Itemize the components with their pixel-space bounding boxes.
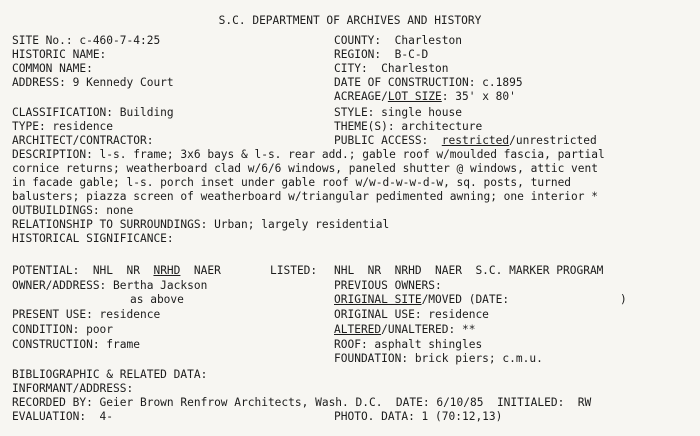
moved-date-close: ) [620,293,627,306]
construction: CONSTRUCTION: frame [12,338,140,351]
style: STYLE: single house [334,106,462,119]
owner-address-line-2: as above [130,293,184,306]
description-line-3: in facade gable; l-s. porch inset under gable roof w/w-d-w-w-d-w, sq. posts, turned [12,176,572,189]
type: TYPE: residence [12,120,114,133]
relationship-to-surroundings: RELATIONSHIP TO SURROUNDINGS: Urban; largely residential [12,218,390,231]
owner-address: OWNER/ADDRESS: Bertha Jackson [12,279,208,292]
potential-nrhd: NRHD [153,264,181,277]
previous-owners: PREVIOUS OWNERS: [334,279,442,292]
site-number: SITE No.: c-460-7-4:25 [12,34,161,47]
outbuildings: OUTBUILDINGS: none [12,204,134,217]
city: CITY: Charleston [334,62,449,75]
county: COUNTY: Charleston [334,34,462,47]
historic-name: HISTORIC NAME: [12,48,107,61]
description-line-1: DESCRIPTION: l-s. frame; 3x6 bays & l-s. rear add.; gable roof w/moulded fascia, partial [12,148,605,161]
moved-date: /MOVED (DATE: [421,293,510,306]
original-use: ORIGINAL USE: residence [334,308,489,321]
themes: THEME(S): architecture [334,120,483,133]
public-access-unrestricted: /unrestricted [509,134,597,147]
original-site: ORIGINAL SITE [334,293,422,306]
description-line-4: balusters; piazza screen of weatherboard w/triangular pedimented awning; one interior * [12,190,598,203]
lot-size-label: LOT SIZE [387,90,442,103]
altered-unaltered [334,323,475,336]
region: REGION: B-C-D [334,48,429,61]
condition: CONDITION: poor [12,323,114,336]
date-of-construction: DATE OF CONSTRUCTION: c.1895 [334,76,523,89]
architect-contractor: ARCHITECT/CONTRACTOR: [12,134,154,147]
address: ADDRESS: 9 Kennedy Court [12,76,174,89]
classification: CLASSIFICATION: Building [12,106,174,119]
form-header: S.C. DEPARTMENT OF ARCHIVES AND HISTORY [218,14,482,27]
altered: ALTERED [334,323,382,336]
lot-size-value: : 35' x 80' [441,90,516,103]
listed-label: LISTED: [270,264,318,277]
listed-items: NHL NR NRHD NAER S.C. MARKER PROGRAM [334,264,604,277]
bibliographic-data: BIBLIOGRAPHIC & RELATED DATA: [12,368,208,381]
public-access-label: PUBLIC ACCESS: [334,134,442,147]
recorded-by: RECORDED BY: Geier Brown Renfrow Architects, Wash. D.C. DATE: 6/10/85 INITIALED: RW [12,396,592,409]
foundation: FOUNDATION: brick piers; c.m.u. [334,352,543,365]
potential-suffix: NAER [180,264,221,277]
unaltered: /UNALTERED: ** [381,323,476,336]
public-access [334,134,597,147]
historical-significance: HISTORICAL SIGNIFICANCE: [12,232,174,245]
original-site-moved [334,293,509,306]
evaluation: EVALUATION: 4- [12,410,114,423]
potential [12,264,221,277]
informant-address: INFORMANT/ADDRESS: [12,382,134,395]
potential-prefix: POTENTIAL: NHL NR [12,264,154,277]
common-name: COMMON NAME: [12,62,93,75]
photo-data: PHOTO. DATA: 1 (70:12,13) [334,410,503,423]
roof: ROOF: asphalt shingles [334,338,483,351]
description-line-2: cornice returns; weatherboard clad w/6/6 windows, paneled shutter @ windows, attic vent [12,162,598,175]
present-use: PRESENT USE: residence [12,308,161,321]
acreage-lot-size [334,90,516,103]
public-access-restricted: restricted [441,134,510,147]
acreage-label: ACREAGE/ [334,90,388,103]
